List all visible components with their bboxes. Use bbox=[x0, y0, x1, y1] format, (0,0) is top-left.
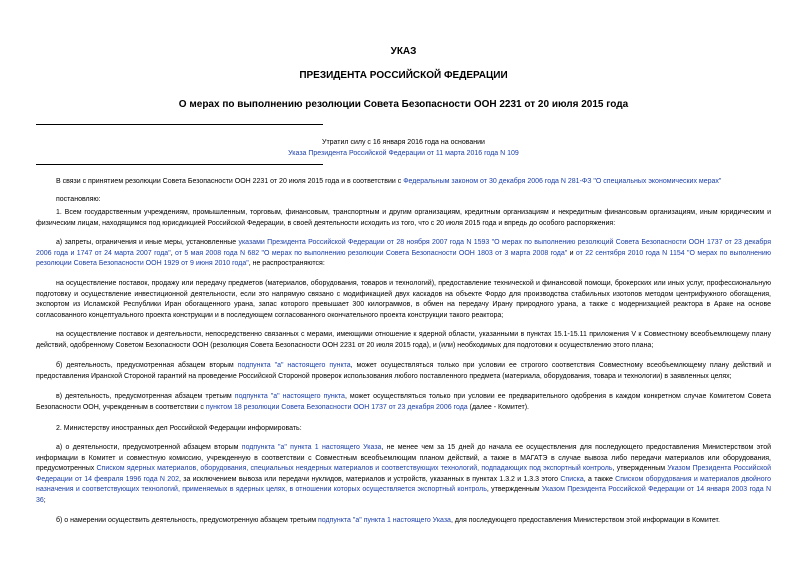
decree-heading: УКАЗ bbox=[390, 46, 417, 57]
intro-paragraph: В связи с принятием резолюции Совета Безопасности ООН 2231 от 20 июля 2015 года и в соответствии с Федеральным законом от 30 декабря 2006 года N 281-ФЗ "О специальных экономических мерах" bbox=[56, 178, 722, 185]
paragraph-2a: а) о деятельности, предусмотренной абзацем вторым подпункта "а" пункта 1 настоящего Указа, не менее чем за 15 дней до начала ее осуществления для последующего предоставления Министерством этой информации в Комитет и совместную комиссию, учрежденную в соответствии с Совместным всеобъемлющим планом действий, а также в МАГАТЭ в случае вывоза либо передачи материалов или оборудования, предусмотренных Списком ядерных материалов, оборудования, специальных неядерных материалов и соответствующих технологий, подпадающих под экспортный контроль, утвержденным Указом Президента Российской Федерации от 14 февраля 1996 года N 202, за исключением вывоза или передачи нуклидов, материалов и устройств, указанных в пунктах 1.3.2 и 1.3.3 этого Списка, а также Списком оборудования и материалов двойного назначения и соответствующих технологий, применяемых в ядерных целях, в отношении которых осуществляется экспортный контроль, утвержденным Указом Президента Российской Федерации от 14 января 2003 года N 36; bbox=[36, 444, 772, 504]
federal-law-link[interactable]: Федеральным законом от 30 декабря 2006 года N 281-ФЗ "О специальных экономических мерах" bbox=[403, 178, 722, 185]
subparagraph-a: а) запреты, ограничения и иные меры, установленные указами Президента Российской Федерации от 28 ноября 2007 года N 1593 "О мерах по выполнению резолюций Совета Безопасности ООН 1737 от 23 декабря 2006 года и 1747 от 24 марта 2007 года", от 5 мая 2008 года N 682 "О мерах по выполнению резолюции Совета Безопасности ООН 1803 от 3 марта 2008 года" и от 22 сентября 2010 года N 1154 "О мерах по выполнению резолюции Совета Безопасности ООН 1929 от 9 июня 2010 года", не распространяются: bbox=[36, 239, 771, 268]
paragraph-2b: б) о намерении осуществить деятельность, предусмотренную абзацем третьим подпункта "а" пункта 1 настоящего Указа, для последующего предоставления Министерством этой информации в Комитет. bbox=[56, 517, 720, 524]
decree-36-link[interactable]: Указом Президента Российской Федерации от 14 января 2003 года N 36 bbox=[36, 486, 772, 504]
decree-point-1a-link-2[interactable]: подпункта "а" пункта 1 настоящего Указа bbox=[318, 517, 451, 524]
decree-1593-link[interactable]: указами Президента Российской Федерации от 28 ноября 2007 года N 1593 "О мерах по выполнению резолюций Совета Безопасности ООН 1737 от 23 декабря 2006 года и 1747 от 24 марта 2007 года" bbox=[36, 239, 771, 257]
decree-1154-link[interactable]: от 22 сентября 2010 года N 1154 "О мерах по выполнению резолюции Совета Безопасности ООН 1929 от 9 июня 2010 года" bbox=[36, 249, 771, 268]
decree-202-link[interactable]: Указом Президента Российской Федерации от 14 февраля 1996 года N 202 bbox=[36, 465, 772, 483]
subparagraph-a-item-2: на осуществление поставок и деятельности, непосредственно связанных с мерами, имеющими отношение к ядерной области, указанными в пунктах 15.1-15.11 приложения V к Совместному всеобъемлющему плану действий, одобренному Советом Безопасности ООН (резолюция Совета Безопасности ООН 2231 от 20 июля 2015 года), и (или) необходимых для подготовки к осуществлению этого плана; bbox=[36, 331, 771, 349]
resolution-1737-link[interactable]: пунктом 18 резолюции Совета Безопасности ООН 1737 от 23 декабря 2006 года bbox=[205, 403, 468, 411]
subparagraph-b: б) деятельность, предусмотренная абзацем вторым подпункта "а" настоящего пункта, может осуществляться только при условии ее строгого соответствия Совместному всеобъемлющему плану действий и предоставления Иранской Стороной гарантий на проведение Российской Стороной проверок использования любого поставленного предмета (материала, оборудования, товара и технологии) в заявленных целях; bbox=[36, 362, 772, 380]
decree-682-link[interactable]: от 5 мая 2008 года N 682 "О мерах по выполнению резолюции Совета Безопасности ООН 1803 от 3 марта 2008 года" bbox=[175, 249, 568, 257]
divider-bottom bbox=[36, 164, 323, 165]
dual-use-list-link[interactable]: Списком оборудования и материалов двойного назначения и соответствующих технологий, применяемых в ядерных целях, в отношении которых осуществляется экспортный контроль bbox=[36, 475, 771, 494]
subparagraph-a-link-1[interactable]: подпункта "а" настоящего пункта bbox=[237, 362, 351, 369]
decree-author: ПРЕЗИДЕНТА РОССИЙСКОЙ ФЕДЕРАЦИИ bbox=[299, 70, 508, 81]
paragraph-1: 1. Всем государственным учреждениям, промышленным, торговым, финансовым, транспортным и другим организациям, кредитным организациям и некредитным финансовым организациям, иным юридическим и физическим лицам, находящимся под юрисдикцией Российской Федерации, в своей деятельности исходить из того, что с 20 июля 2015 года и впредь до особого распоряжения: bbox=[36, 209, 771, 227]
list-link[interactable]: Списка bbox=[560, 475, 584, 483]
lost-force-link[interactable]: Указа Президента Российской Федерации от 11 марта 2016 года N 109 bbox=[288, 150, 519, 157]
subparagraph-v: в) деятельность, предусмотренная абзацем третьим подпункта "а" настоящего пункта, может осуществляться только при условии ее предварительного одобрения в каждом конкретном случае Комитетом Совета Безопасности ООН, учрежденным в соответствии с пунктом 18 резолюции Совета Безопасности ООН 1737 от 23 декабря 2006 года (далее - Комитет). bbox=[36, 393, 771, 411]
postanov-text: постановляю: bbox=[56, 196, 101, 203]
paragraph-2: 2. Министерству иностранных дел Российской Федерации информировать: bbox=[56, 425, 302, 432]
nuclear-materials-list-link[interactable]: Списком ядерных материалов, оборудования, специальных неядерных материалов и соответствующих технологий, подпадающих под экспортный контроль bbox=[96, 465, 613, 473]
decree-point-1a-link-1[interactable]: подпункта "а" пункта 1 настоящего Указа bbox=[241, 444, 382, 451]
lost-force-note: Утратил силу с 16 января 2016 года на основании bbox=[322, 139, 485, 146]
decree-title: О мерах по выполнению резолюции Совета Безопасности ООН 2231 от 20 июля 2015 года bbox=[178, 99, 629, 110]
divider-top bbox=[36, 124, 323, 125]
subparagraph-a-link-2[interactable]: подпункта "а" настоящего пункта bbox=[234, 393, 345, 400]
subparagraph-a-item-1: на осуществление поставок, продажу или передачу предметов (материалов, оборудования, товаров и технологий), предоставление технической и финансовой помощи, брокерских или иных услуг, профессиональную подготовку и осуществление инвестиционной деятельности, если это напрямую связано с модификацией двух каскадов на объекте Фордо для производства стабильных изотопов методом центрифужного обогащения, экспортом из Исламской Республики Иран обогащенного урана, запас которого превышает 300 килограммов, в обмен на передачу Ирану природного урана, а также с модернизацией реактора в Араке на основе согласованного концептуального проекта конструкции и в последующем согласованного окончательного проекта конструкции такого реактора; bbox=[36, 280, 771, 319]
